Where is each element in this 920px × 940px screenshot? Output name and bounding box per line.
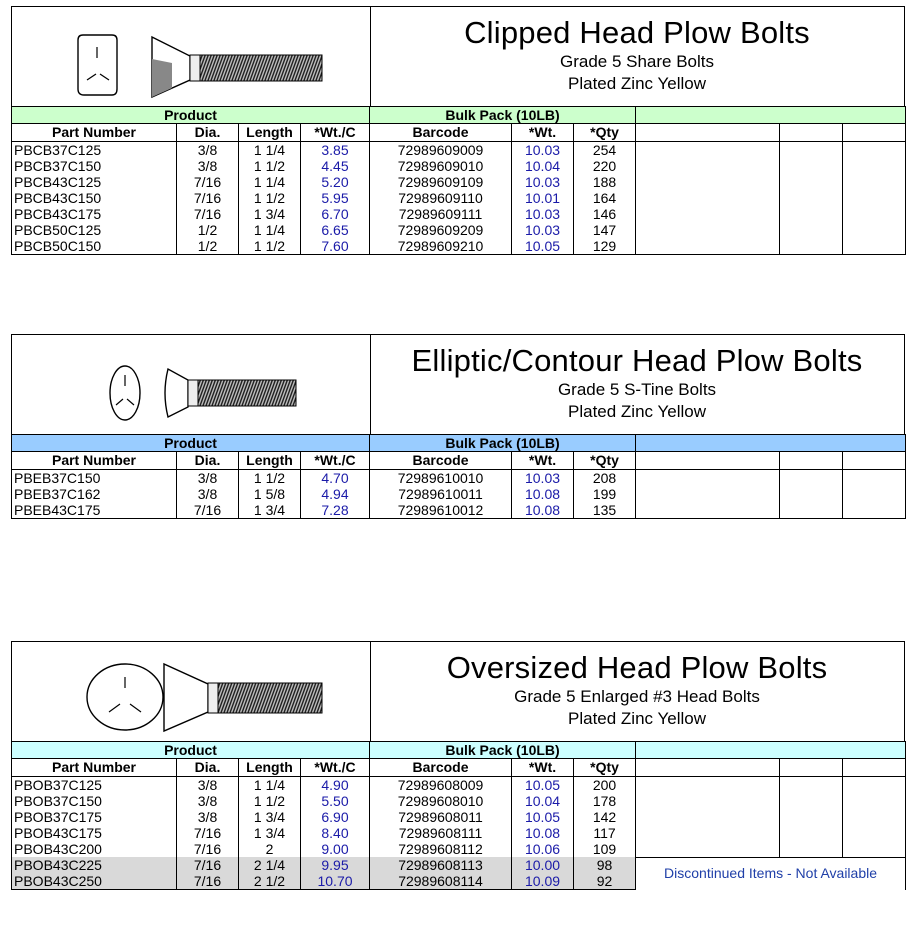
weight-per-c-cell: 8.40	[301, 825, 370, 841]
col-dia: Dia.	[177, 452, 239, 470]
barcode-cell: 72989609111	[370, 206, 512, 222]
weight-per-c-cell: 4.45	[301, 158, 370, 174]
qty-cell: 208	[574, 470, 636, 487]
length-cell: 1 1/2	[239, 793, 301, 809]
rows-body	[12, 470, 906, 519]
length-cell: 1 1/4	[239, 222, 301, 238]
weight-per-c-cell: 5.20	[301, 174, 370, 190]
dia-cell: 3/8	[177, 486, 239, 502]
bulk-weight-cell: 10.03	[512, 470, 574, 487]
bulk-weight-cell: 10.08	[512, 502, 574, 519]
col-part-number: Part Number	[12, 452, 177, 470]
barcode-cell: 72989608113	[370, 857, 512, 873]
table-row	[12, 470, 906, 487]
length-cell: 2 1/4	[239, 857, 301, 873]
dia-cell: 7/16	[177, 873, 239, 890]
col-barcode: Barcode	[370, 759, 512, 777]
barcode-cell: 72989610010	[370, 470, 512, 487]
weight-per-c-cell: 9.95	[301, 857, 370, 873]
product-table	[11, 434, 906, 519]
section-subtitle: Grade 5 S-Tine Bolts	[557, 380, 717, 399]
qty-cell: 200	[574, 777, 636, 794]
qty-cell: 146	[574, 206, 636, 222]
rows-body	[12, 142, 906, 255]
part-number-cell: PBOB43C250	[12, 873, 177, 890]
length-cell: 1 1/2	[239, 238, 301, 255]
length-cell: 1 5/8	[239, 486, 301, 502]
part-number-cell: PBEB37C162	[12, 486, 177, 502]
section-title: Oversized Head Plow Bolts	[446, 650, 828, 685]
dia-cell: 7/16	[177, 502, 239, 519]
barcode-cell: 72989610011	[370, 486, 512, 502]
qty-cell: 92	[574, 873, 636, 890]
discontinued-row	[12, 857, 906, 873]
col-wt-c: *Wt./C	[301, 759, 370, 777]
weight-per-c-cell: 5.95	[301, 190, 370, 206]
col-barcode: Barcode	[370, 452, 512, 470]
part-number-cell: PBCB50C150	[12, 238, 177, 255]
col-part-number: Part Number	[12, 124, 177, 142]
part-number-cell: PBCB50C125	[12, 222, 177, 238]
length-cell: 1 1/4	[239, 174, 301, 190]
dia-cell: 3/8	[177, 793, 239, 809]
dia-cell: 3/8	[177, 158, 239, 174]
oversized-head-section	[11, 641, 905, 890]
part-number-cell: PBCB43C125	[12, 174, 177, 190]
part-number-cell: PBOB43C225	[12, 857, 177, 873]
col-wt: *Wt.	[512, 759, 574, 777]
qty-cell: 178	[574, 793, 636, 809]
section-title: Clipped Head Plow Bolts	[464, 15, 810, 50]
weight-per-c-cell: 9.00	[301, 841, 370, 857]
length-cell: 2 1/2	[239, 873, 301, 890]
elliptic-head-section	[11, 334, 905, 519]
col-length: Length	[239, 759, 301, 777]
part-number-cell: PBCB37C150	[12, 158, 177, 174]
qty-cell: 220	[574, 158, 636, 174]
bulk-weight-cell: 10.03	[512, 142, 574, 159]
bulk-pack-band: Bulk Pack (10LB)	[370, 107, 636, 124]
dia-cell: 7/16	[177, 841, 239, 857]
length-cell: 1 3/4	[239, 825, 301, 841]
dia-cell: 3/8	[177, 142, 239, 159]
section-header	[11, 641, 905, 741]
part-number-cell: PBEB37C150	[12, 470, 177, 487]
length-cell: 1 1/2	[239, 190, 301, 206]
section-header	[11, 6, 905, 106]
length-cell: 1 3/4	[239, 502, 301, 519]
qty-cell: 98	[574, 857, 636, 873]
part-number-cell: PBOB37C175	[12, 809, 177, 825]
product-table	[11, 741, 906, 890]
qty-cell: 129	[574, 238, 636, 255]
table-row	[12, 777, 906, 794]
qty-cell: 188	[574, 174, 636, 190]
col-length: Length	[239, 124, 301, 142]
bulk-pack-band: Bulk Pack (10LB)	[370, 435, 636, 452]
qty-cell: 164	[574, 190, 636, 206]
bulk-weight-cell: 10.08	[512, 825, 574, 841]
qty-cell: 142	[574, 809, 636, 825]
col-wt-c: *Wt./C	[301, 124, 370, 142]
rows-body	[12, 777, 906, 890]
bulk-weight-cell: 10.04	[512, 158, 574, 174]
part-number-cell: PBCB43C150	[12, 190, 177, 206]
length-cell: 1 1/2	[239, 470, 301, 487]
table-row	[12, 142, 906, 159]
dia-cell: 7/16	[177, 857, 239, 873]
barcode-cell: 72989609109	[370, 174, 512, 190]
barcode-cell: 72989608009	[370, 777, 512, 794]
barcode-cell: 72989609010	[370, 158, 512, 174]
dia-cell: 1/2	[177, 238, 239, 255]
barcode-cell: 72989609209	[370, 222, 512, 238]
barcode-cell: 72989608111	[370, 825, 512, 841]
weight-per-c-cell: 7.28	[301, 502, 370, 519]
col-wt: *Wt.	[512, 124, 574, 142]
col-wt: *Wt.	[512, 452, 574, 470]
part-number-cell: PBOB43C175	[12, 825, 177, 841]
bulk-weight-cell: 10.03	[512, 206, 574, 222]
col-wt-c: *Wt./C	[301, 452, 370, 470]
part-number-cell: PBOB37C125	[12, 777, 177, 794]
bolt-illustration	[12, 7, 371, 106]
weight-per-c-cell: 4.90	[301, 777, 370, 794]
col-qty: *Qty	[574, 124, 636, 142]
bulk-weight-cell: 10.00	[512, 857, 574, 873]
length-cell: 2	[239, 841, 301, 857]
length-cell: 1 3/4	[239, 809, 301, 825]
col-dia: Dia.	[177, 759, 239, 777]
dia-cell: 1/2	[177, 222, 239, 238]
part-number-cell: PBOB37C150	[12, 793, 177, 809]
qty-cell: 135	[574, 502, 636, 519]
discontinued-note: Discontinued Items - Not Available	[636, 857, 906, 890]
length-cell: 1 1/4	[239, 142, 301, 159]
dia-cell: 7/16	[177, 190, 239, 206]
clipped-head-icon	[12, 7, 368, 105]
weight-per-c-cell: 5.50	[301, 793, 370, 809]
section-subtitle: Plated Zinc Yellow	[568, 402, 706, 421]
qty-cell: 147	[574, 222, 636, 238]
barcode-cell: 72989608011	[370, 809, 512, 825]
col-length: Length	[239, 452, 301, 470]
dia-cell: 7/16	[177, 174, 239, 190]
dia-cell: 3/8	[177, 470, 239, 487]
dia-cell: 7/16	[177, 825, 239, 841]
barcode-cell: 72989610012	[370, 502, 512, 519]
dia-cell: 7/16	[177, 206, 239, 222]
bulk-weight-cell: 10.01	[512, 190, 574, 206]
dia-cell: 3/8	[177, 777, 239, 794]
weight-per-c-cell: 6.65	[301, 222, 370, 238]
section-subtitle: Grade 5 Enlarged #3 Head Bolts	[514, 687, 760, 706]
section-title: Elliptic/Contour Head Plow Bolts	[411, 343, 863, 378]
product-band: Product	[12, 435, 370, 452]
oversized-head-icon	[12, 642, 368, 740]
weight-per-c-cell: 7.60	[301, 238, 370, 255]
col-part-number: Part Number	[12, 759, 177, 777]
bulk-pack-band: Bulk Pack (10LB)	[370, 742, 636, 759]
product-band: Product	[12, 742, 370, 759]
elliptic-head-icon	[12, 335, 368, 433]
barcode-cell: 72989608010	[370, 793, 512, 809]
weight-per-c-cell: 6.70	[301, 206, 370, 222]
dia-cell: 3/8	[177, 809, 239, 825]
barcode-cell: 72989608112	[370, 841, 512, 857]
section-subtitle: Grade 5 Share Bolts	[559, 52, 715, 71]
bolt-illustration	[12, 642, 371, 741]
bulk-weight-cell: 10.03	[512, 174, 574, 190]
qty-cell: 117	[574, 825, 636, 841]
length-cell: 1 3/4	[239, 206, 301, 222]
col-qty: *Qty	[574, 759, 636, 777]
section-subtitle: Plated Zinc Yellow	[568, 709, 706, 728]
barcode-cell: 72989609110	[370, 190, 512, 206]
barcode-cell: 72989609009	[370, 142, 512, 159]
weight-per-c-cell: 10.70	[301, 873, 370, 890]
bulk-weight-cell: 10.03	[512, 222, 574, 238]
bulk-weight-cell: 10.08	[512, 486, 574, 502]
section-header	[11, 334, 905, 434]
bulk-weight-cell: 10.05	[512, 777, 574, 794]
qty-cell: 199	[574, 486, 636, 502]
weight-per-c-cell: 6.90	[301, 809, 370, 825]
product-table	[11, 106, 906, 255]
part-number-cell: PBCB37C125	[12, 142, 177, 159]
col-qty: *Qty	[574, 452, 636, 470]
bulk-weight-cell: 10.06	[512, 841, 574, 857]
weight-per-c-cell: 4.94	[301, 486, 370, 502]
weight-per-c-cell: 4.70	[301, 470, 370, 487]
weight-per-c-cell: 3.85	[301, 142, 370, 159]
clipped-head-section	[11, 6, 905, 255]
col-dia: Dia.	[177, 124, 239, 142]
barcode-cell: 72989608114	[370, 873, 512, 890]
col-barcode: Barcode	[370, 124, 512, 142]
part-number-cell: PBOB43C200	[12, 841, 177, 857]
bolt-illustration	[12, 335, 371, 434]
product-band: Product	[12, 107, 370, 124]
bulk-weight-cell: 10.09	[512, 873, 574, 890]
qty-cell: 254	[574, 142, 636, 159]
part-number-cell: PBCB43C175	[12, 206, 177, 222]
part-number-cell: PBEB43C175	[12, 502, 177, 519]
section-subtitle: Plated Zinc Yellow	[568, 74, 706, 93]
bulk-weight-cell: 10.04	[512, 793, 574, 809]
bulk-weight-cell: 10.05	[512, 238, 574, 255]
barcode-cell: 72989609210	[370, 238, 512, 255]
length-cell: 1 1/4	[239, 777, 301, 794]
qty-cell: 109	[574, 841, 636, 857]
bulk-weight-cell: 10.05	[512, 809, 574, 825]
length-cell: 1 1/2	[239, 158, 301, 174]
